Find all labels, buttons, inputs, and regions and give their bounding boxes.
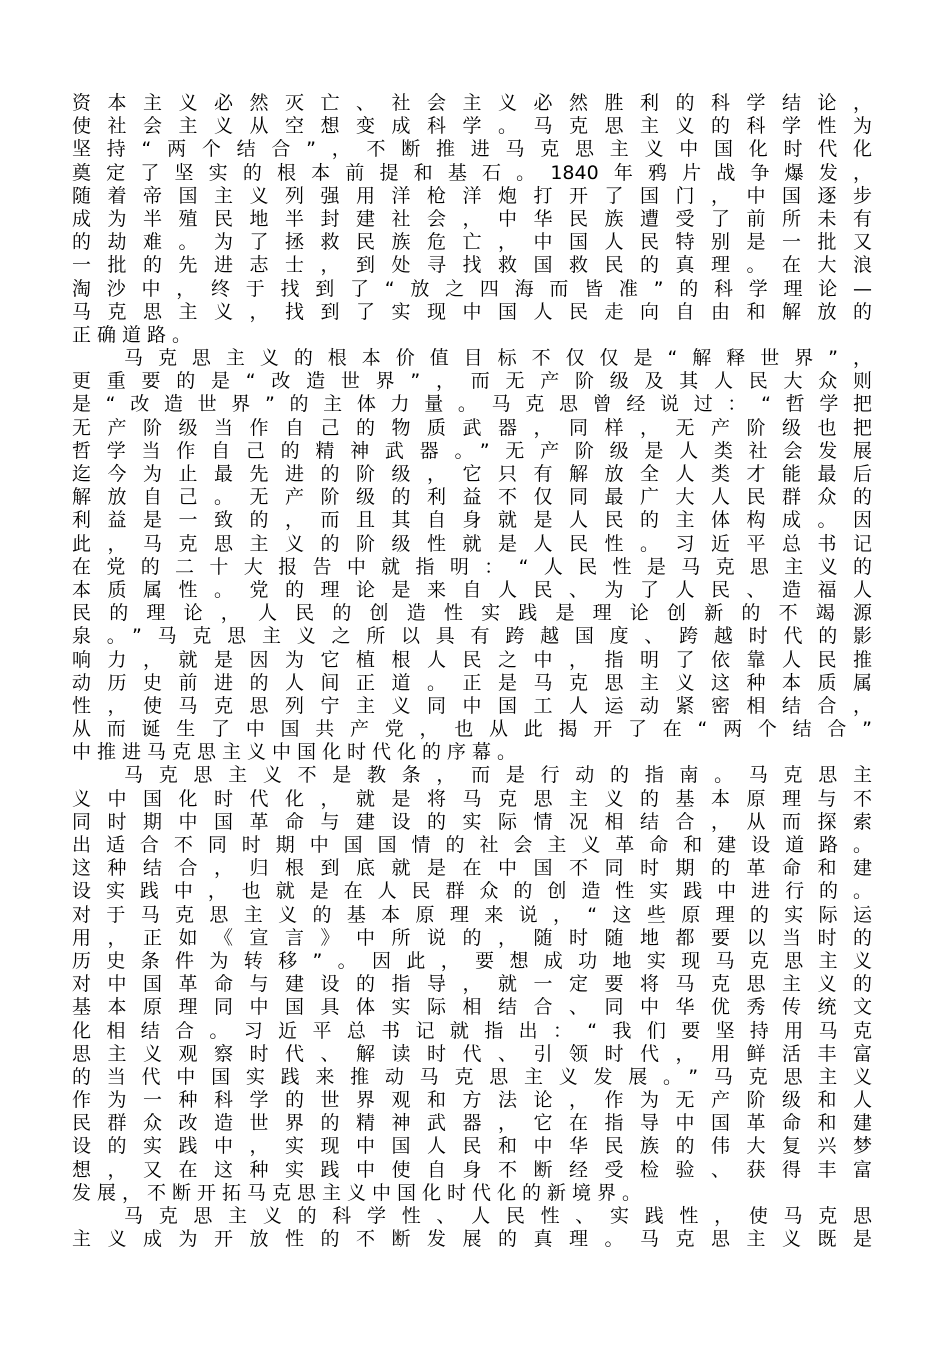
text-line: 思主义观察时代、解读时代、引领时代，用鲜活丰富 <box>72 1042 872 1065</box>
text-line: 从而诞生了中国共产党，也从此揭开了在“两个结合” <box>72 718 872 741</box>
text-line: 民群众改造世界的精神武器，它在指导中国革命和建 <box>72 1112 872 1135</box>
text-line: 用，正如《宣言》中所说的，随时随地都要以当时的 <box>72 926 872 949</box>
text-line: 无产阶级当作自己的物质武器，同样，无产阶级也把 <box>72 416 872 439</box>
text-line: 的当代中国实践来推动马克思主义发展。”马克思主义 <box>72 1065 872 1088</box>
text-line: 设实践中，也就是在人民群众的创造性实践中进行的。 <box>72 880 872 903</box>
text-line: 是“改造世界”的主体力量。马克思曾经说过：“哲学把 <box>72 393 872 416</box>
text-line: 设的实践中，实现中国人民和中华民族的伟大复兴梦 <box>72 1135 872 1158</box>
text-line: 使社会主义从空想变成科学。马克思主义的科学性为 <box>72 115 872 138</box>
text-line: 利益是一致的，而且其自身就是人民的主体构成。因 <box>72 509 872 532</box>
text-line: 解放自己。无产阶级的利益不仅同最广大人民群众的 <box>72 486 872 509</box>
text-line: 泉。”马克思主义之所以具有跨越国度、跨越时代的影 <box>72 625 872 648</box>
text-line: 随着帝国主义列强用洋枪洋炮打开了国门，中国逐步 <box>72 184 872 207</box>
text-line: 民的理论，人民的创造性实践是理论创新的不竭源 <box>72 602 872 625</box>
text-line: 一批的先进志士，到处寻找救国救民的真理。在大浪 <box>72 254 872 277</box>
body-text <box>72 92 872 1251</box>
text-line: 中推进马克思主义中国化时代化的序幕。 <box>72 741 523 764</box>
text-line: 在党的二十大报告中就指明：“人民性是马克思主义的 <box>72 555 872 578</box>
text-line: 本质属性。党的理论是来自人民、为了人民、造福人 <box>72 578 872 601</box>
text-line: 作为一种科学的世界观和方法论，作为无产阶级和人 <box>72 1089 872 1112</box>
text-line: 性，使马克思列宁主义同中国工人运动紧密相结合， <box>72 694 872 717</box>
text-line: 同时期中国革命与建设的实际情况相结合，从而探索 <box>72 810 872 833</box>
text-line: 马克思主义，找到了实现中国人民走向自由和解放的 <box>72 300 872 323</box>
text-line: 马克思主义的科学性、人民性、实践性，使马克思 <box>124 1205 872 1227</box>
text-line: 响力，就是因为它植根人民之中，指明了依靠人民推 <box>72 648 872 671</box>
text-line: 的劫难。为了拯救民族危亡，中国人民特别是一批又 <box>72 231 872 254</box>
text-line: 发展，不断开拓马克思主义中国化时代化的新境界。 <box>72 1181 648 1204</box>
text-line: 这种结合，归根到底就是在中国不同时期的革命和建 <box>72 857 872 880</box>
text-line: 奠定了坚实的根本前提和基石。1840年鸦片战争爆发， <box>72 161 872 184</box>
text-line: 马克思主义的根本价值目标不仅仅是“解释世界”， <box>124 347 872 370</box>
text-line: 资本主义必然灭亡、社会主义必然胜利的科学结论， <box>72 92 872 114</box>
text-line: 此，马克思主义的阶级性就是人民性。习近平总书记 <box>72 532 872 555</box>
text-line: 历史条件为转移”。因此，要想成功地实现马克思主义 <box>72 949 872 972</box>
text-line: 成为半殖民地半封建社会，中华民族遭受了前所未有 <box>72 207 872 230</box>
text-line: 坚持“两个结合”，不断推进马克思主义中国化时代化 <box>72 138 872 161</box>
text-line: 义中国化时代化，就是将马克思主义的基本原理与不 <box>72 787 872 810</box>
text-line: 迄今为止最先进的阶级，它只有解放全人类才能最后 <box>72 463 872 485</box>
text-line: 想，又在这种实践中使自身不断经受检验、获得丰富 <box>72 1158 872 1181</box>
text-line: 动历史前进的人间正道。正是马克思主义这种本质属 <box>72 671 872 694</box>
text-line: 哲学当作自己的精神武器。”无产阶级是人类社会发展 <box>72 439 872 462</box>
text-line: 化相结合。习近平总书记就指出：“我们要坚持用马克 <box>72 1019 872 1042</box>
text-line: 出适合不同时期中国国情的社会主义革命和建设道路。 <box>72 834 872 856</box>
text-line: 淘沙中，终于找到了“放之四海而皆准”的科学理论— <box>72 277 872 300</box>
text-line: 正确道路。 <box>72 323 198 346</box>
text-line: 更重要的是“改造世界”，而无产阶级及其人民大众则 <box>72 370 872 393</box>
text-line: 对于马克思主义的基本原理来说，“这些原理的实际运 <box>72 903 872 926</box>
text-line: 马克思主义不是教条，而是行动的指南。马克思主 <box>124 764 872 787</box>
text-line: 基本原理同中国具体实际相结合、同中华优秀传统文 <box>72 996 872 1019</box>
text-line: 主义成为开放性的不断发展的真理。马克思主义既是 <box>72 1228 872 1251</box>
text-line: 对中国革命与建设的指导，就一定要将马克思主义的 <box>72 973 872 996</box>
